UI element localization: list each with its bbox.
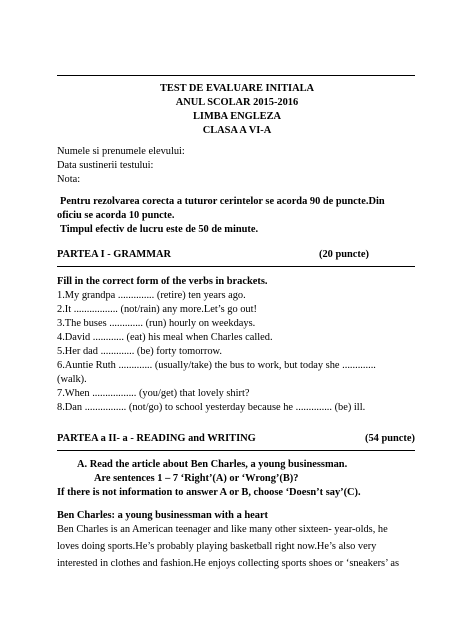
test-date-label: Data sustinerii testului:: [57, 160, 154, 171]
part1-item-continued: (walk).: [57, 374, 87, 385]
student-name-label: Numele si prenumele elevului:: [57, 146, 185, 157]
part1-item: 8.Dan ................ (not/go) to school yesterday because he .............. (be) ill.: [57, 402, 366, 413]
part1-item: 1.My grandpa .............. (retire) ten years ago.: [57, 290, 246, 301]
part2-rule: [57, 450, 415, 451]
part1-item: 4.David ............ (eat) his meal when Charles called.: [57, 332, 273, 343]
header-subject: LIMBA ENGLEZA: [192, 111, 282, 122]
part2-points: (54 puncte): [365, 433, 415, 444]
part1-title: PARTEA I - GRAMMAR: [57, 249, 172, 260]
header-title: TEST DE EVALUARE INITIALA: [159, 83, 315, 94]
instructions-line-1: Pentru rezolvarea corecta a tuturor cerintelor se acorda 90 de puncte.Din: [60, 196, 385, 207]
header-school-year: ANUL SCOLAR 2015-2016: [175, 97, 299, 108]
instructions-line-3: Timpul efectiv de lucru este de 50 de minute.: [60, 224, 259, 235]
article-title: Ben Charles: a young businessman with a heart: [57, 510, 269, 521]
part1-item: 7.When ................. (you/get) that lovely shirt?: [57, 388, 250, 399]
part1-item: 5.Her dad ............. (be) forty tomorrow.: [57, 346, 222, 357]
top-rule: [57, 75, 415, 76]
task-a-line-1: A. Read the article about Ben Charles, a young businessman.: [77, 459, 348, 470]
article-paragraph-line: loves doing sports.He’s probably playing basketball right now.He’s also very: [57, 541, 377, 552]
part1-item: 2.It ................. (not/rain) any more.Let’s go out!: [57, 304, 257, 315]
header-class: CLASA A VI-A: [202, 125, 272, 136]
part1-rule: [57, 266, 415, 267]
part1-instruction: Fill in the correct form of the verbs in brackets.: [57, 276, 268, 287]
part1-item: 6.Auntie Ruth ............. (usually/take) the bus to work, but today she .............: [57, 360, 376, 371]
part1-points: (20 puncte): [319, 249, 369, 260]
grade-label: Nota:: [57, 174, 81, 185]
task-a-line-2: Are sentences 1 – 7 ‘Right’(A) or ‘Wrong’(B)?: [94, 473, 299, 484]
task-a-line-3: If there is not information to answer A or B, choose ‘Doesn’t say’(C).: [57, 487, 361, 498]
instructions-line-2: oficiu se acorda 10 puncte.: [57, 210, 175, 221]
part1-item: 3.The buses ............. (run) hourly on weekdays.: [57, 318, 256, 329]
part2-title: PARTEA a II- a - READING and WRITING: [57, 433, 256, 444]
article-paragraph-line: Ben Charles is an American teenager and like many other sixteen- year-olds, he: [57, 524, 388, 535]
article-paragraph-line: interested in clothes and fashion.He enjoys collecting sports shoes or ‘sneakers’ as: [57, 558, 400, 569]
